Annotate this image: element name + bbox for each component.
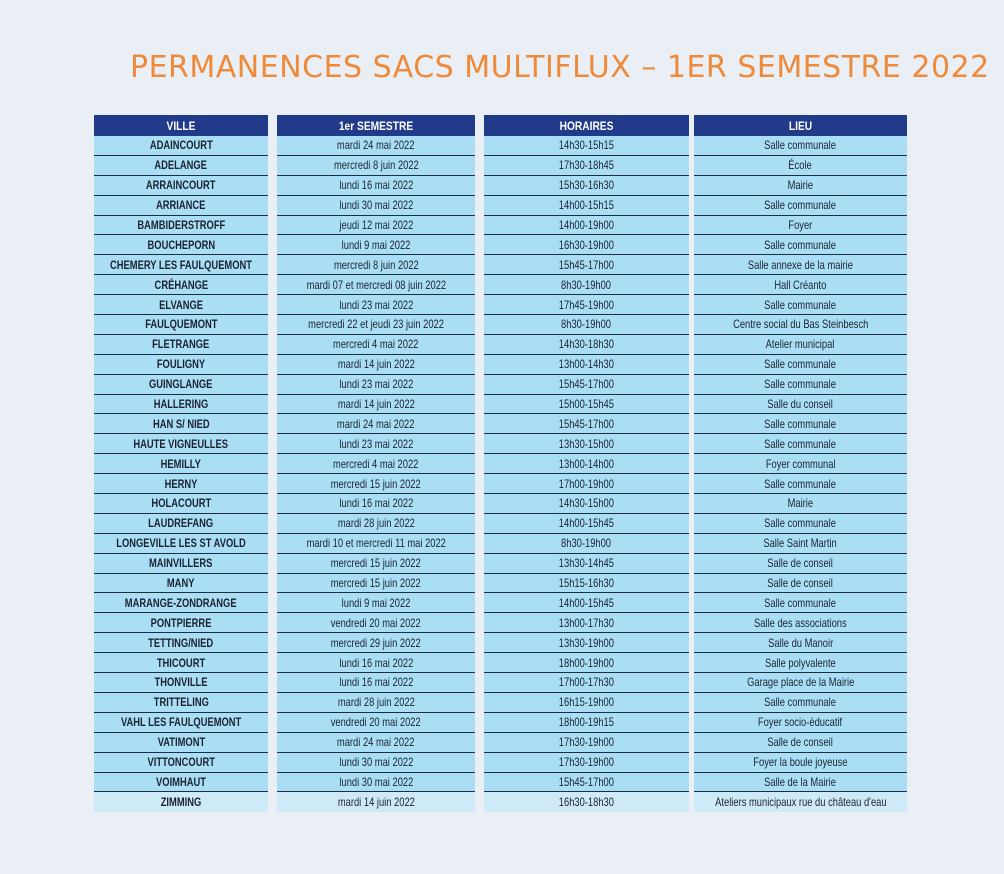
cell-ville-text: VOIMHAUT — [156, 774, 206, 789]
cell-lieu — [694, 375, 907, 395]
cell-semestre — [277, 156, 475, 176]
cell-lieu-text: Salle des associations — [754, 615, 847, 630]
cell-lieu-text: Ateliers municipaux rue du château d'eau — [714, 795, 887, 810]
cell-ville — [94, 275, 268, 295]
cell-lieu-text: Mairie — [787, 496, 814, 511]
cell-lieu-text: Foyer la boule joyeuse — [753, 755, 848, 770]
cell-semestre — [277, 633, 475, 653]
cell-lieu-text: Salle communale — [764, 436, 837, 451]
cell-semestre-text: mardi 28 juin 2022 — [337, 695, 415, 710]
cell-lieu — [694, 216, 907, 236]
cell-semestre — [277, 733, 475, 753]
cell-horaires-text: 13h30-14h45 — [558, 556, 615, 571]
cell-ville-text: MARANGE-ZONDRANGE — [125, 595, 237, 610]
page-title: PERMANENCES SACS MULTIFLUX – 1ER SEMESTRE 2022 — [130, 50, 990, 85]
cell-horaires-text: 8h30-19h00 — [561, 536, 612, 551]
cell-ville-text: ELVANGE — [159, 297, 203, 312]
cell-horaires — [484, 713, 689, 733]
cell-ville — [94, 196, 268, 216]
cell-horaires — [484, 335, 689, 355]
cell-semestre — [277, 235, 475, 255]
cell-ville-text: HERNY — [164, 476, 198, 491]
cell-horaires-text: 14h30-15h15 — [558, 138, 615, 153]
cell-semestre-text: lundi 30 mai 2022 — [339, 755, 413, 770]
cell-horaires-text: 17h30-19h00 — [558, 755, 615, 770]
cell-lieu-text: Foyer — [788, 218, 813, 232]
cell-horaires — [484, 593, 689, 613]
cell-semestre — [277, 335, 475, 355]
cell-ville-text: GUINGLANGE — [149, 377, 213, 392]
cell-lieu — [694, 136, 907, 156]
cell-lieu — [694, 335, 907, 355]
cell-horaires — [484, 693, 689, 713]
cell-semestre — [277, 454, 475, 474]
cell-horaires — [484, 136, 689, 156]
cell-semestre-text: lundi 16 mai 2022 — [339, 178, 413, 193]
cell-ville — [94, 335, 268, 355]
cell-semestre — [277, 176, 475, 196]
column-semestre-body — [277, 136, 475, 812]
cell-lieu — [694, 176, 907, 196]
cell-lieu — [694, 633, 907, 653]
cell-horaires-text: 17h45-19h00 — [558, 297, 615, 312]
cell-semestre — [277, 673, 475, 693]
cell-semestre — [277, 315, 475, 335]
cell-ville — [94, 554, 268, 574]
cell-lieu-text: Foyer socio-éducatif — [758, 715, 843, 730]
cell-semestre — [277, 255, 475, 275]
cell-horaires-text: 14h30-18h30 — [558, 337, 615, 352]
cell-ville — [94, 355, 268, 375]
cell-horaires — [484, 494, 689, 514]
cell-lieu — [694, 494, 907, 514]
cell-ville-text: ARRAINCOURT — [146, 178, 216, 193]
cell-lieu — [694, 753, 907, 773]
cell-horaires — [484, 255, 689, 275]
cell-semestre-text: mardi 24 mai 2022 — [337, 735, 415, 750]
cell-lieu-text: Centre social du Bas Steinbesch — [732, 317, 869, 332]
cell-semestre-text: mardi 14 juin 2022 — [337, 795, 415, 810]
cell-semestre-text: vendredi 20 mai 2022 — [330, 715, 422, 730]
cell-semestre-text: mercredi 22 et jeudi 23 juin 2022 — [308, 317, 444, 332]
cell-horaires — [484, 235, 689, 255]
header-lieu: LIEU — [710, 115, 891, 136]
cell-lieu-text: Mairie — [787, 178, 814, 193]
cell-ville — [94, 653, 268, 673]
cell-lieu-text: Hall Créanto — [774, 277, 827, 292]
cell-lieu-text: Salle de la Mairie — [764, 774, 837, 789]
cell-ville-text: BOUCHEPORN — [147, 237, 215, 252]
cell-semestre-text: mercredi 4 mai 2022 — [333, 456, 419, 471]
cell-horaires — [484, 355, 689, 375]
cell-horaires-text: 8h30-19h00 — [561, 317, 612, 332]
cell-ville — [94, 235, 268, 255]
cell-lieu-text: École — [788, 158, 813, 173]
cell-semestre-text: lundi 16 mai 2022 — [339, 496, 413, 511]
column-horaires — [484, 115, 689, 812]
cell-horaires — [484, 613, 689, 633]
cell-ville — [94, 395, 268, 415]
cell-semestre-text: mercredi 15 juin 2022 — [330, 476, 422, 491]
cell-semestre-text: mardi 14 juin 2022 — [337, 357, 415, 372]
cell-semestre-text: mardi 28 juin 2022 — [337, 516, 415, 531]
cell-horaires — [484, 375, 689, 395]
cell-ville — [94, 713, 268, 733]
cell-ville-text: LAUDREFANG — [148, 516, 214, 531]
cell-semestre — [277, 792, 475, 812]
cell-horaires-text: 13h30-19h00 — [558, 635, 615, 650]
cell-semestre — [277, 653, 475, 673]
cell-semestre-text: jeudi 12 mai 2022 — [339, 218, 413, 232]
cell-lieu — [694, 355, 907, 375]
cell-ville-text: FAULQUEMONT — [144, 317, 218, 332]
column-lieu-body — [694, 136, 907, 812]
cell-ville — [94, 494, 268, 514]
cell-semestre — [277, 414, 475, 434]
cell-ville-text: FLETRANGE — [152, 337, 210, 352]
cell-lieu-text: Salle communale — [764, 377, 837, 392]
cell-semestre-text: mardi 24 mai 2022 — [337, 416, 415, 431]
cell-semestre-text: mercredi 4 mai 2022 — [333, 337, 419, 352]
cell-horaires — [484, 633, 689, 653]
cell-lieu-text: Salle du conseil — [767, 397, 834, 412]
cell-lieu-text: Salle de conseil — [767, 576, 834, 591]
cell-semestre — [277, 574, 475, 594]
cell-ville — [94, 375, 268, 395]
cell-semestre — [277, 494, 475, 514]
cell-lieu — [694, 693, 907, 713]
cell-semestre — [277, 593, 475, 613]
cell-lieu-text: Salle du Manoir — [767, 635, 834, 650]
cell-ville-text: ADAINCOURT — [149, 138, 213, 153]
cell-semestre — [277, 554, 475, 574]
header-ville: VILLE — [107, 115, 255, 136]
cell-semestre — [277, 534, 475, 554]
cell-semestre-text: lundi 16 mai 2022 — [339, 675, 413, 690]
cell-lieu-text: Garage place de la Mairie — [746, 675, 855, 690]
cell-semestre — [277, 474, 475, 494]
cell-horaires — [484, 434, 689, 454]
column-ville-body — [94, 136, 268, 812]
cell-ville-text: VITTONCOURT — [147, 755, 215, 770]
cell-ville-text: BAMBIDERSTROFF — [137, 218, 225, 232]
cell-horaires-text: 14h30-15h00 — [558, 496, 615, 511]
column-semestre — [277, 115, 475, 812]
column-lieu — [694, 115, 907, 812]
cell-lieu — [694, 295, 907, 315]
cell-ville — [94, 514, 268, 534]
cell-ville-text: CHEMERY LES FAULQUEMONT — [110, 257, 252, 272]
cell-lieu-text: Foyer communal — [765, 456, 836, 471]
cell-horaires-text: 13h30-15h00 — [558, 436, 615, 451]
cell-semestre-text: lundi 23 mai 2022 — [339, 436, 413, 451]
column-ville — [94, 115, 268, 812]
cell-ville — [94, 673, 268, 693]
cell-horaires-text: 13h00-14h30 — [558, 357, 615, 372]
cell-lieu — [694, 534, 907, 554]
cell-ville — [94, 792, 268, 812]
cell-lieu — [694, 235, 907, 255]
cell-horaires-text: 17h00-19h00 — [558, 476, 615, 491]
cell-horaires — [484, 574, 689, 594]
cell-lieu — [694, 514, 907, 534]
cell-ville-text: ADELANGE — [154, 158, 208, 173]
cell-ville — [94, 773, 268, 793]
cell-ville — [94, 593, 268, 613]
cell-ville-text: ZIMMING — [160, 795, 202, 810]
cell-ville-text: TRITTELING — [153, 695, 209, 710]
cell-horaires — [484, 653, 689, 673]
cell-horaires — [484, 275, 689, 295]
cell-lieu — [694, 196, 907, 216]
cell-horaires — [484, 773, 689, 793]
cell-lieu-text: Salle de conseil — [767, 735, 834, 750]
cell-semestre-text: mardi 10 et mercredi 11 mai 2022 — [306, 536, 446, 551]
cell-lieu — [694, 554, 907, 574]
cell-horaires — [484, 474, 689, 494]
cell-ville-text: MAINVILLERS — [149, 556, 213, 571]
cell-horaires — [484, 454, 689, 474]
header-semestre: 1er SEMESTRE — [292, 115, 460, 136]
cell-semestre-text: lundi 23 mai 2022 — [339, 377, 413, 392]
cell-semestre — [277, 275, 475, 295]
cell-semestre-text: mercredi 29 juin 2022 — [330, 635, 422, 650]
cell-semestre — [277, 295, 475, 315]
cell-ville — [94, 216, 268, 236]
cell-ville — [94, 454, 268, 474]
cell-lieu — [694, 255, 907, 275]
cell-horaires — [484, 753, 689, 773]
cell-semestre — [277, 216, 475, 236]
cell-ville — [94, 534, 268, 554]
cell-lieu — [694, 653, 907, 673]
cell-ville — [94, 633, 268, 653]
cell-lieu — [694, 395, 907, 415]
cell-lieu — [694, 733, 907, 753]
cell-lieu — [694, 773, 907, 793]
cell-ville — [94, 753, 268, 773]
cell-lieu-text: Salle communale — [764, 297, 837, 312]
cell-horaires — [484, 295, 689, 315]
cell-horaires-text: 14h00-15h45 — [558, 516, 615, 531]
cell-ville-text: THICOURT — [156, 655, 206, 670]
cell-ville-text: CRÉHANGE — [154, 277, 208, 292]
cell-horaires — [484, 673, 689, 693]
cell-horaires-text: 15h45-17h00 — [558, 377, 615, 392]
cell-horaires — [484, 156, 689, 176]
cell-ville — [94, 156, 268, 176]
cell-horaires-text: 13h00-17h30 — [558, 615, 615, 630]
cell-semestre-text: vendredi 20 mai 2022 — [330, 615, 422, 630]
cell-lieu — [694, 156, 907, 176]
cell-ville-text: VAHL LES FAULQUEMONT — [120, 715, 242, 730]
cell-horaires-text: 16h30-18h30 — [558, 795, 615, 810]
cell-horaires-text: 15h15-16h30 — [558, 576, 615, 591]
cell-lieu-text: Salle polyvalente — [765, 655, 836, 670]
cell-horaires-text: 14h00-15h15 — [558, 198, 615, 213]
cell-lieu-text: Salle annexe de la mairie — [747, 257, 854, 272]
cell-horaires-text: 15h45-17h00 — [558, 257, 615, 272]
cell-ville — [94, 255, 268, 275]
cell-lieu — [694, 315, 907, 335]
cell-ville-text: MANY — [167, 576, 195, 591]
cell-semestre — [277, 355, 475, 375]
cell-ville — [94, 295, 268, 315]
cell-horaires — [484, 176, 689, 196]
cell-lieu — [694, 792, 907, 812]
cell-horaires-text: 15h00-15h45 — [558, 397, 615, 412]
cell-semestre — [277, 375, 475, 395]
cell-horaires-text: 8h30-19h00 — [561, 277, 612, 292]
cell-horaires-text: 14h00-19h00 — [558, 218, 615, 232]
cell-ville — [94, 136, 268, 156]
cell-lieu-text: Salle communale — [764, 416, 837, 431]
cell-lieu — [694, 434, 907, 454]
cell-lieu-text: Salle communale — [764, 138, 837, 153]
cell-semestre — [277, 196, 475, 216]
cell-ville — [94, 574, 268, 594]
cell-semestre — [277, 693, 475, 713]
cell-ville-text: HAUTE VIGNEULLES — [133, 436, 229, 451]
cell-horaires-text: 18h00-19h15 — [558, 715, 615, 730]
cell-lieu-text: Salle communale — [764, 695, 837, 710]
cell-semestre — [277, 434, 475, 454]
cell-semestre — [277, 136, 475, 156]
cell-semestre — [277, 514, 475, 534]
cell-lieu-text: Salle communale — [764, 476, 837, 491]
cell-ville-text: THONVILLE — [154, 675, 208, 690]
cell-semestre — [277, 613, 475, 633]
cell-lieu — [694, 414, 907, 434]
cell-semestre-text: mardi 07 et mercredi 08 juin 2022 — [306, 277, 446, 292]
cell-horaires — [484, 395, 689, 415]
cell-lieu — [694, 673, 907, 693]
cell-ville-text: HAN S/ NIED — [152, 416, 210, 431]
cell-lieu — [694, 593, 907, 613]
cell-semestre — [277, 395, 475, 415]
cell-lieu-text: Salle communale — [764, 595, 837, 610]
header-horaires: HORAIRES — [499, 115, 673, 136]
cell-horaires — [484, 216, 689, 236]
cell-ville — [94, 613, 268, 633]
cell-horaires-text: 15h30-16h30 — [558, 178, 615, 193]
cell-lieu — [694, 454, 907, 474]
cell-horaires — [484, 792, 689, 812]
cell-horaires-text: 15h45-17h00 — [558, 774, 615, 789]
cell-lieu-text: Salle communale — [764, 516, 837, 531]
cell-ville — [94, 733, 268, 753]
cell-horaires-text: 15h45-17h00 — [558, 416, 615, 431]
cell-lieu — [694, 713, 907, 733]
column-horaires-body — [484, 136, 689, 812]
cell-ville-text: HEMILLY — [160, 456, 202, 471]
cell-horaires — [484, 554, 689, 574]
cell-horaires — [484, 514, 689, 534]
cell-lieu-text: Atelier municipal — [766, 337, 835, 352]
cell-horaires-text: 17h30-19h00 — [558, 735, 615, 750]
cell-semestre-text: mercredi 8 juin 2022 — [333, 257, 419, 272]
cell-horaires-text: 17h00-17h30 — [558, 675, 615, 690]
cell-horaires-text: 18h00-19h00 — [558, 655, 615, 670]
cell-ville-text: ARRIANCE — [156, 198, 206, 213]
cell-ville — [94, 693, 268, 713]
cell-horaires — [484, 414, 689, 434]
cell-lieu-text: Salle communale — [764, 357, 837, 372]
cell-ville-text: TETTING/NIED — [148, 635, 214, 650]
cell-ville-text: LONGEVILLE LES ST AVOLD — [116, 536, 246, 551]
cell-ville — [94, 176, 268, 196]
cell-ville-text: HOLACOURT — [151, 496, 211, 511]
cell-horaires-text: 16h15-19h00 — [558, 695, 615, 710]
cell-ville-text: FOULIGNY — [156, 357, 206, 372]
cell-ville — [94, 434, 268, 454]
cell-semestre-text: mercredi 8 juin 2022 — [333, 158, 419, 173]
cell-lieu-text: Salle communale — [764, 198, 837, 213]
cell-ville — [94, 414, 268, 434]
cell-semestre-text: mardi 14 juin 2022 — [337, 397, 415, 412]
cell-semestre-text: lundi 30 mai 2022 — [339, 198, 413, 213]
cell-ville — [94, 474, 268, 494]
cell-semestre-text: mardi 24 mai 2022 — [337, 138, 415, 153]
cell-horaires-text: 13h00-14h00 — [558, 456, 615, 471]
cell-ville — [94, 315, 268, 335]
cell-ville-text: VATIMONT — [157, 735, 205, 750]
cell-semestre-text: lundi 9 mai 2022 — [341, 595, 411, 610]
cell-semestre-text: lundi 16 mai 2022 — [339, 655, 413, 670]
cell-horaires — [484, 534, 689, 554]
cell-semestre-text: lundi 23 mai 2022 — [339, 297, 413, 312]
cell-lieu-text: Salle communale — [764, 237, 837, 252]
cell-semestre-text: lundi 30 mai 2022 — [339, 774, 413, 789]
cell-semestre — [277, 713, 475, 733]
cell-horaires-text: 14h00-15h45 — [558, 595, 615, 610]
cell-semestre-text: mercredi 15 juin 2022 — [330, 576, 422, 591]
cell-ville-text: PONTPIERRE — [150, 615, 212, 630]
cell-horaires — [484, 733, 689, 753]
cell-lieu — [694, 474, 907, 494]
cell-semestre-text: lundi 9 mai 2022 — [341, 237, 411, 252]
cell-lieu — [694, 574, 907, 594]
cell-lieu-text: Salle de conseil — [767, 556, 834, 571]
cell-lieu — [694, 613, 907, 633]
cell-ville-text: HALLERING — [153, 397, 209, 412]
cell-lieu-text: Salle Saint Martin — [763, 536, 838, 551]
cell-lieu — [694, 275, 907, 295]
cell-horaires — [484, 315, 689, 335]
cell-horaires-text: 17h30-18h45 — [558, 158, 615, 173]
cell-semestre — [277, 753, 475, 773]
cell-semestre-text: mercredi 15 juin 2022 — [330, 556, 422, 571]
cell-horaires-text: 16h30-19h00 — [558, 237, 615, 252]
cell-horaires — [484, 196, 689, 216]
cell-semestre — [277, 773, 475, 793]
